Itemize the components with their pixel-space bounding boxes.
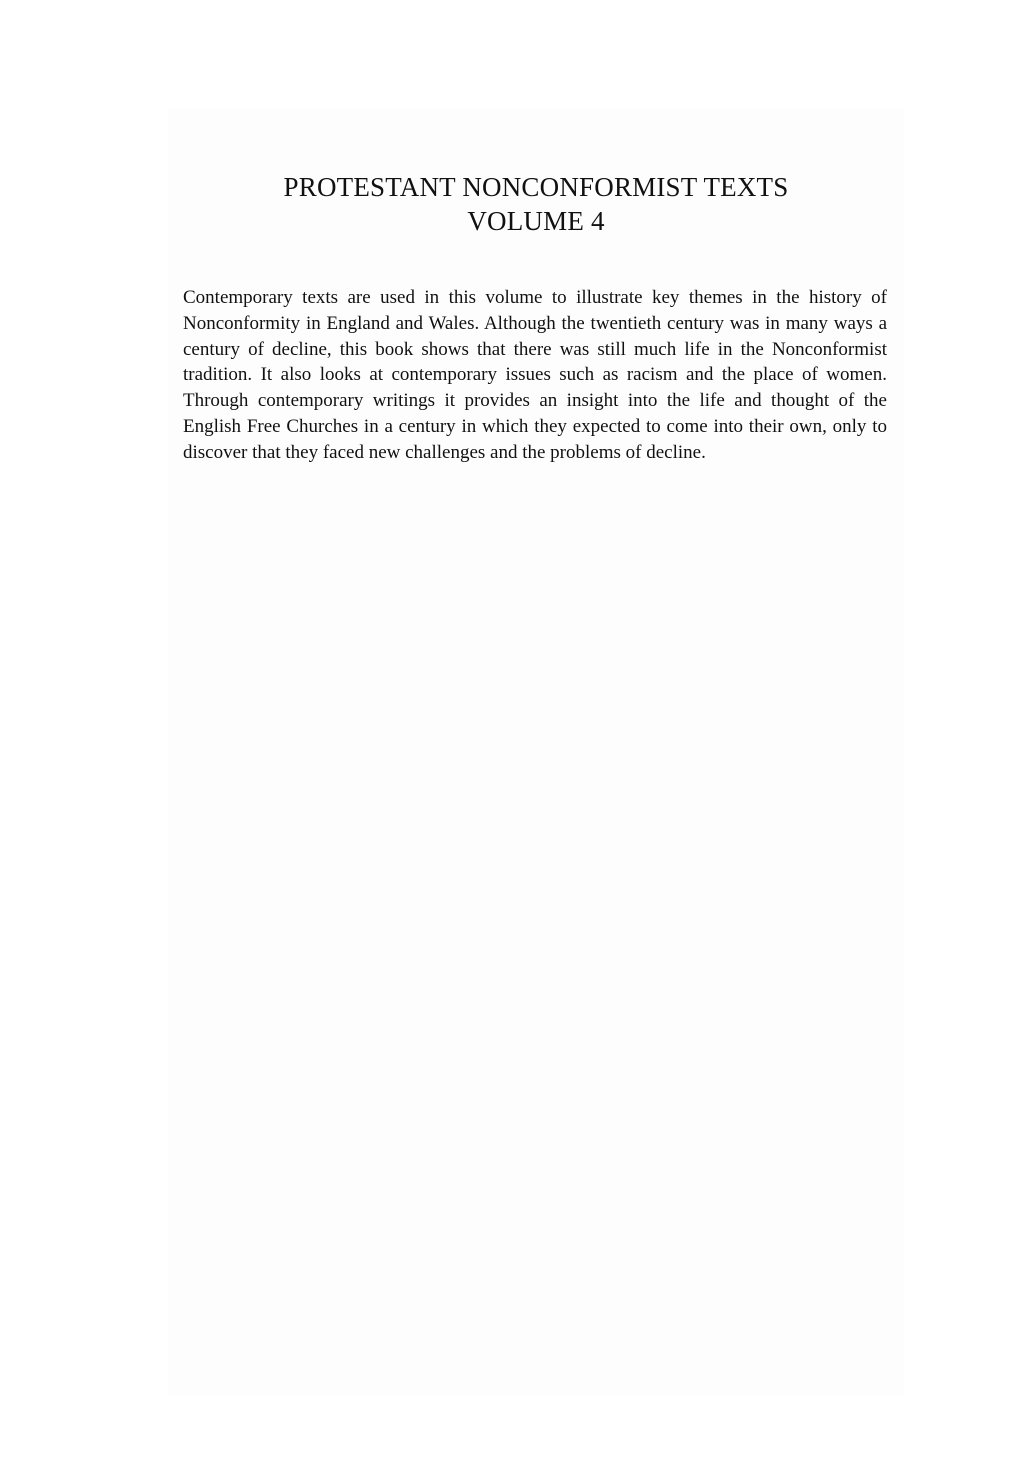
title-line-1: PROTESTANT NONCONFORMIST TEXTS <box>283 172 789 202</box>
title-line-2: VOLUME 4 <box>467 206 605 236</box>
page-title <box>168 170 904 238</box>
description-paragraph: Contemporary texts are used in this volume to illustrate key themes in the history of Nonconformity in England and Wales. Although the twentieth century was in many ways a century of decline, this book shows that there was still much life in the Nonconformist tradition. It also looks at contemporary issues such as racism and the place of women. Through contemporary writings it provides an insight into the life and thought of the English Free Churches in a century in which they expected to come into their own, only to discover that they faced new challenges and the problems of decline. <box>183 287 887 463</box>
